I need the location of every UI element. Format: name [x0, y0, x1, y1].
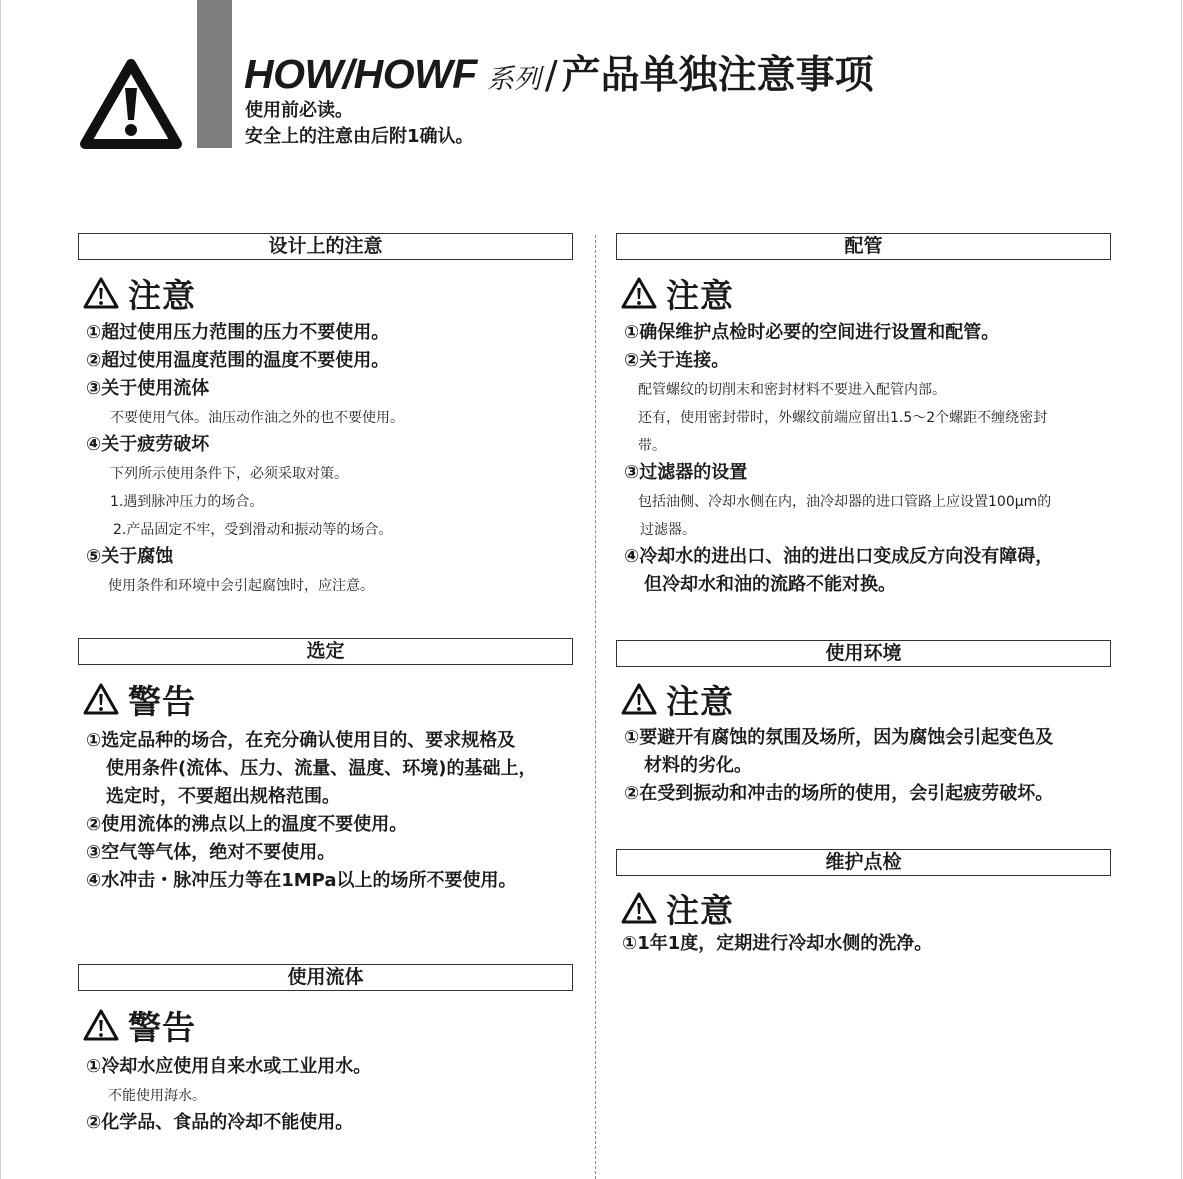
- list-item: ②在受到振动和冲击的场所的使用，会引起疲劳破坏。: [624, 783, 1054, 804]
- list-item: ③空气等气体，绝对不要使用。: [86, 842, 336, 863]
- warning-small-icon: [82, 682, 120, 716]
- warning-small-icon: [620, 276, 658, 310]
- warning-label: [82, 677, 196, 721]
- list-item-continued: 使用条件(流体、压力、流量、温度、环境)的基础上，: [106, 758, 537, 779]
- note-text: 配管螺纹的切削末和密封材料不要进入配管内部。: [638, 382, 946, 398]
- list-item-continued: 但冷却水和油的流路不能对换。: [644, 574, 896, 595]
- note-text: 不能使用海水。: [108, 1088, 206, 1104]
- title-slash: /: [544, 53, 558, 97]
- list-item: ④关于疲劳破坏: [86, 434, 210, 455]
- note-text: 1.遇到脉冲压力的场合。: [110, 494, 264, 510]
- note-text: 2.产品固定不牢，受到滑动和振动等的场合。: [113, 522, 393, 538]
- page-border-left: [0, 0, 1, 1179]
- note-text: 过滤器。: [640, 522, 696, 538]
- list-item: ①1年1度，定期进行冷却水侧的洗净。: [622, 933, 933, 954]
- list-item: ③关于使用流体: [86, 378, 210, 399]
- warning-triangle-icon: [80, 58, 182, 150]
- list-item-continued: 选定时，不要超出规格范围。: [106, 786, 340, 807]
- warning-small-icon: [620, 682, 658, 716]
- model-name: HOW/HOWF: [244, 51, 477, 97]
- caution-label: [620, 886, 734, 930]
- caution-label: [620, 677, 734, 721]
- section-heading-selection: 选定: [78, 638, 573, 665]
- warning-small-icon: [620, 891, 658, 925]
- caution-label: [620, 271, 734, 315]
- header-accent-bar: [197, 0, 232, 148]
- caution-text: 注意: [128, 275, 196, 315]
- warning-small-icon: [82, 276, 120, 310]
- list-item: ②化学品、食品的冷却不能使用。: [86, 1112, 354, 1133]
- section-heading-design: 设计上的注意: [78, 233, 573, 260]
- note-text: 不要使用气体。油压动作油之外的也不要使用。: [110, 410, 404, 426]
- caution-text: 注意: [666, 275, 734, 315]
- subtitle-read-before-use: 使用前必读。: [245, 100, 353, 121]
- list-item: ⑤关于腐蚀: [86, 546, 174, 567]
- section-heading-maintenance: 维护点检: [616, 849, 1111, 876]
- note-text: 带。: [638, 438, 666, 454]
- list-item: ①超过使用压力范围的压力不要使用。: [86, 322, 390, 343]
- list-item: ②超过使用温度范围的温度不要使用。: [86, 350, 390, 371]
- title-main: 产品单独注意事项: [561, 53, 874, 98]
- list-item: ①要避开有腐蚀的氛围及场所，因为腐蚀会引起变色及: [624, 727, 1054, 748]
- list-item: ③过滤器的设置: [624, 462, 748, 483]
- list-item: ①确保维护点检时必要的空间进行设置和配管。: [624, 322, 1000, 343]
- section-heading-piping: 配管: [616, 233, 1111, 260]
- subtitle-safety-ref: 安全上的注意由后附1确认。: [245, 126, 474, 147]
- series-label: 系列: [486, 64, 541, 95]
- list-item: ②关于连接。: [624, 350, 730, 371]
- list-item-continued: 材料的劣化。: [644, 755, 752, 776]
- section-heading-environment: 使用环境: [616, 640, 1111, 667]
- note-text: 下列所示使用条件下，必须采取对策。: [110, 466, 348, 482]
- page-border-right: [1181, 0, 1182, 1179]
- section-heading-fluid: 使用流体: [78, 964, 573, 991]
- caution-label: [82, 271, 196, 315]
- list-item: ①冷却水应使用自来水或工业用水。: [86, 1056, 372, 1077]
- note-text: 包括油侧、冷却水侧在内，油冷却器的进口管路上应设置100μm的: [638, 494, 1052, 510]
- warning-text: 警告: [128, 681, 196, 721]
- page-title: [244, 44, 874, 96]
- column-divider: [595, 235, 596, 1179]
- caution-text: 注意: [666, 890, 734, 930]
- note-text: 还有，使用密封带时，外螺纹前端应留出1.5～2个螺距不缠绕密封: [638, 410, 1048, 426]
- list-item: ④水冲击・脉冲压力等在1MPa以上的场所不要使用。: [86, 870, 517, 891]
- warning-label: [82, 1003, 196, 1047]
- note-text: 使用条件和环境中会引起腐蚀时，应注意。: [108, 578, 374, 594]
- warning-small-icon: [82, 1008, 120, 1042]
- list-item: ②使用流体的沸点以上的温度不要使用。: [86, 814, 408, 835]
- warning-text: 警告: [128, 1007, 196, 1047]
- list-item: ①选定品种的场合，在充分确认使用目的、要求规格及: [86, 730, 516, 751]
- list-item: ④冷却水的进出口、油的进出口变成反方向没有障碍，: [624, 546, 1054, 567]
- caution-text: 注意: [666, 681, 734, 721]
